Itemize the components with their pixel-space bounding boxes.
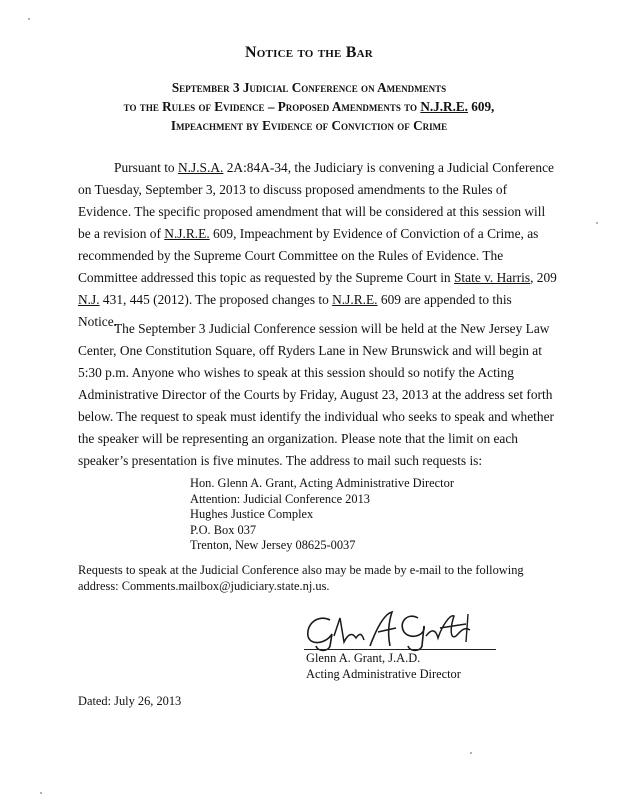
paragraph-line: 5:30 p.m. Anyone who wishes to speak at this session should so notify the Acting (78, 365, 514, 380)
rule-citation: N.J.R.E. (164, 226, 210, 241)
subtitle-line-3: Impeachment by Evidence of Conviction of Crime (170, 118, 448, 133)
rule-citation: N.J.R.E. (332, 292, 378, 307)
date-line: Dated: July 26, 2013 (78, 694, 182, 708)
subtitle-line-1: September 3 Judicial Conference on Amendments (171, 80, 447, 95)
signatory-name: Glenn A. Grant, J.A.D. (306, 651, 421, 665)
signatory-title: Acting Administrative Director (306, 666, 461, 681)
mailing-address (190, 476, 454, 554)
text-run: 431, 445 (2012). The proposed changes to (99, 292, 333, 307)
paragraph-line (78, 157, 554, 179)
case-citation: State v. Harris (453, 270, 531, 285)
paragraph-conference-notice (78, 157, 557, 333)
signature-line (304, 649, 496, 650)
reporter-citation: N.J. (78, 292, 100, 307)
text-run: Pursuant to (114, 160, 178, 175)
text-run: Committee addressed this topic as requested by the Supreme Court in (78, 270, 454, 285)
paragraph-line: Evidence. The specific proposed amendment that will be considered at this session will (78, 204, 546, 219)
paragraph-line: Notice. (78, 314, 118, 329)
text-run: 2A:84A-34, the Judiciary is convening a Judicial Conference (223, 160, 554, 175)
subtitle-line-2-text: to the Rules of Evidence – Proposed Amendments to (123, 99, 421, 114)
address-line: Attention: Judicial Conference 2013 (190, 491, 370, 506)
paragraph-line: Requests to speak at the Judicial Conference also may be made by e-mail to the following (78, 563, 524, 577)
address-line: P.O. Box 037 (190, 522, 257, 537)
text-run: be a revision of (78, 226, 165, 241)
statute-citation: N.J.S.A. (177, 160, 224, 175)
paragraph-line: Center, One Constitution Square, off Ryders Lane in New Brunswick and will begin at (78, 343, 542, 358)
subtitle-line-2 (40, 97, 578, 116)
paragraph-line: below. The request to speak must identify the individual who seeks to speak and whether (78, 409, 555, 424)
notice-subtitle (40, 78, 578, 135)
paragraph-line (78, 223, 544, 245)
signature-block (306, 651, 461, 682)
text-run: , 209 (530, 270, 557, 285)
subtitle-rule-number: 609, (467, 99, 495, 114)
text-run: 609 are appended to this (377, 292, 512, 307)
paragraph-session-details (78, 318, 555, 472)
scan-speck (40, 792, 42, 794)
address-line: Hon. Glenn A. Grant, Acting Administrative Director (190, 476, 454, 490)
address-line: Hughes Justice Complex (190, 507, 314, 521)
paragraph-line: speaker’s presentation is five minutes. The address to mail such requests is: (78, 453, 483, 468)
scan-speck (470, 752, 472, 754)
address-line: Trenton, New Jersey 08625-0037 (190, 538, 356, 552)
text-run: 609, Impeachment by Evidence of Conviction of a Crime, as (209, 226, 539, 241)
paragraph-line (78, 267, 557, 289)
paragraph-line: on Tuesday, September 3, 2013 to discuss proposed amendments to the Rules of (78, 182, 508, 197)
paragraph-line: the speaker will be representing an organization. Please note that the limit on each (78, 431, 519, 446)
paragraph-line: The September 3 Judicial Conference session will be held at the New Jersey Law (114, 321, 550, 336)
paragraph-line (78, 289, 544, 311)
scan-speck (596, 222, 598, 224)
email-request-paragraph (78, 563, 524, 594)
subtitle-rule-citation: N.J.R.E. (420, 99, 468, 114)
paragraph-line: recommended by the Supreme Court Committee on the Rules of Evidence. The (78, 248, 504, 263)
paragraph-line: address: Comments.mailbox@judiciary.state.nj.us. (78, 578, 330, 593)
page-title: Notice to the Bar (245, 44, 373, 61)
scan-speck (28, 18, 30, 20)
handwritten-signature (300, 606, 496, 654)
paragraph-line: Administrative Director of the Courts by Friday, August 23, 2013 at the address set forth (78, 387, 553, 402)
